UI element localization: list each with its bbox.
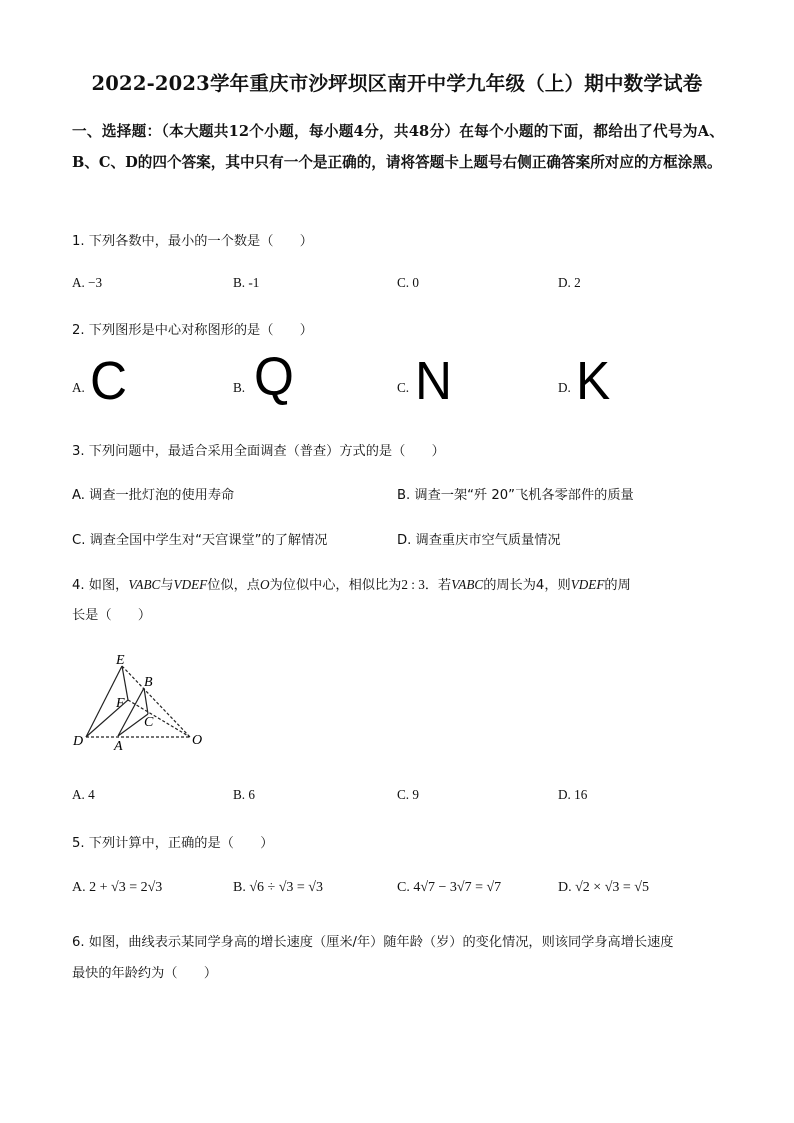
question-6-line-1: 6. 如图，曲线表示某同学身高的增长速度（厘米/年）随年龄（岁）的变化情况，则该同学身高增长速度: [72, 935, 674, 950]
question-4-option-a: A. 4: [72, 787, 95, 802]
homothety-figure: [70, 650, 210, 752]
point-e-label: E: [116, 653, 125, 668]
question-4-option-b: B. 6: [233, 787, 255, 802]
q4-text-part: 4. 如图，: [72, 578, 129, 593]
point-d-label: D: [73, 734, 84, 749]
letter-q-figure: Q: [254, 347, 294, 407]
point-b-label: B: [144, 675, 153, 690]
letter-n-figure: N: [415, 351, 453, 411]
q4-triangle-abc: VABC: [128, 577, 161, 592]
question-5-option-c: C. 4√7 − 3√7 = √7: [397, 880, 502, 895]
question-6-line-2: 最快的年龄约为（ ）: [72, 966, 218, 981]
q4-point-o: O: [259, 577, 270, 592]
section-instructions: 一、选择题：（本大题共12个小题，每小题4分，共48分）在每个小题的下面，都给出了代号为A、B、C、D的四个答案，其中只有一个是正确的，请将答题卡上题号右侧正确答案所对应的方框涂黑。: [72, 123, 724, 171]
question-5-option-d: D. √2 × √3 = √5: [558, 880, 649, 895]
q4-triangle-def: VDEF: [570, 577, 605, 592]
q4-text-part: ．若: [424, 578, 452, 593]
q4-text-part: 的周: [604, 578, 631, 593]
question-1-stem: 1. 下列各数中，最小的一个数是（ ）: [72, 234, 313, 249]
q4-text-part: 为位似中心，相似比为: [269, 578, 402, 593]
letter-c-figure: C: [90, 351, 128, 411]
question-1-option-d: D. 2: [558, 275, 581, 290]
question-2-stem: 2. 下列图形是中心对称图形的是（ ）: [72, 323, 313, 338]
question-1-option-b: B. -1: [233, 275, 260, 290]
point-c-label: C: [144, 715, 154, 730]
question-1-option-c: C. 0: [397, 275, 419, 290]
question-5-option-b: B. √6 ÷ √3 = √3: [233, 880, 323, 895]
question-4-option-c: C. 9: [397, 787, 419, 802]
q4-text-part: 的周长为4，则: [483, 578, 571, 593]
q4-ratio: 2 : 3: [401, 577, 425, 592]
question-3-option-c: C. 调查全国中学生对“天宫课堂”的了解情况: [72, 533, 328, 548]
question-2-label-a: A.: [72, 380, 85, 395]
question-5-option-a: A. 2 + √3 = 2√3: [72, 880, 163, 895]
question-5-stem: 5. 下列计算中，正确的是（ ）: [72, 836, 274, 851]
question-3-option-a: A. 调查一批灯泡的使用寿命: [72, 488, 235, 503]
q4-triangle-abc: VABC: [451, 577, 484, 592]
question-3-option-b: B. 调查一架“歼 20”飞机各零部件的质量: [397, 488, 634, 503]
question-4-line-2: 长是（ ）: [72, 608, 152, 623]
question-2-label-c: C.: [397, 380, 410, 395]
q4-text-part: 位似，点: [207, 578, 260, 593]
point-o-label: O: [192, 733, 203, 748]
question-3-option-d: D. 调查重庆市空气质量情况: [397, 533, 561, 548]
question-2-label-b: B.: [233, 380, 246, 395]
question-4-option-d: D. 16: [558, 787, 588, 802]
question-3-stem: 3. 下列问题中，最适合采用全面调查（普查）方式的是（ ）: [72, 444, 445, 459]
question-4-line-1: [72, 574, 631, 593]
point-f-label: F: [116, 696, 125, 711]
q4-text-part: 与: [160, 578, 174, 593]
page-title: 2022-2023学年重庆市沙坪坝区南开中学九年级（上）期中数学试卷: [91, 72, 703, 95]
letter-k-figure: K: [576, 351, 611, 411]
question-1-option-a: A. −3: [72, 275, 103, 290]
question-2-label-d: D.: [558, 380, 571, 395]
point-a-label: A: [114, 739, 123, 752]
q4-triangle-def: VDEF: [173, 577, 208, 592]
